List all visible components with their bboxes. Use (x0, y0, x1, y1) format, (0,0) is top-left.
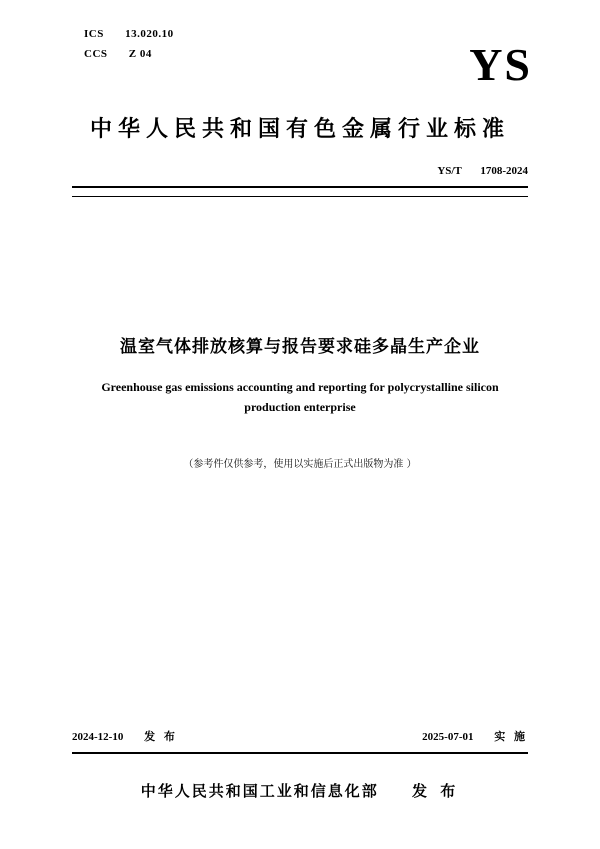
ics-label: ICS (84, 28, 104, 40)
document-title-english (90, 378, 510, 418)
standard-number-prefix: YS/T (437, 165, 462, 177)
standard-number-value: 1708-2024 (480, 165, 528, 177)
ccs-row (84, 48, 174, 60)
standard-series-title: 中华人民共和国有色金属行业标准 (89, 117, 510, 142)
issue-date-label: 发 布 (144, 731, 178, 743)
divider-top-thin (72, 196, 528, 197)
ics-value: 13.020.10 (125, 28, 174, 40)
ics-row (84, 28, 174, 40)
ccs-value: Z 04 (128, 48, 152, 60)
issuing-authority-label: 发 布 (412, 782, 460, 800)
effective-date-group (422, 728, 528, 744)
reference-note: （参考件仅供参考，使用以实施后正式出版物为准 ） (183, 459, 417, 470)
ccs-label: CCS (84, 48, 108, 60)
issuing-authority-name: 中华人民共和国工业和信息化部 (140, 782, 379, 800)
issuing-authority (0, 780, 600, 801)
divider-top (72, 186, 528, 188)
effective-date-label: 实 施 (494, 731, 528, 743)
issue-date-group (72, 728, 178, 744)
document-title-english-line1: Greenhouse gas emissions accounting and reporting for polycrystalline silicon (101, 380, 499, 394)
divider-footer (72, 752, 528, 754)
effective-date-value: 2025-07-01 (422, 731, 474, 743)
ys-emblem-icon: YS (469, 39, 532, 90)
document-title-chinese: 温室气体排放核算与报告要求硅多晶生产企业 (120, 337, 480, 357)
classification-block (84, 28, 174, 68)
issue-date-value: 2024-12-10 (72, 731, 124, 743)
standard-number (437, 165, 528, 177)
document-title-english-line2: production enterprise (244, 399, 356, 414)
